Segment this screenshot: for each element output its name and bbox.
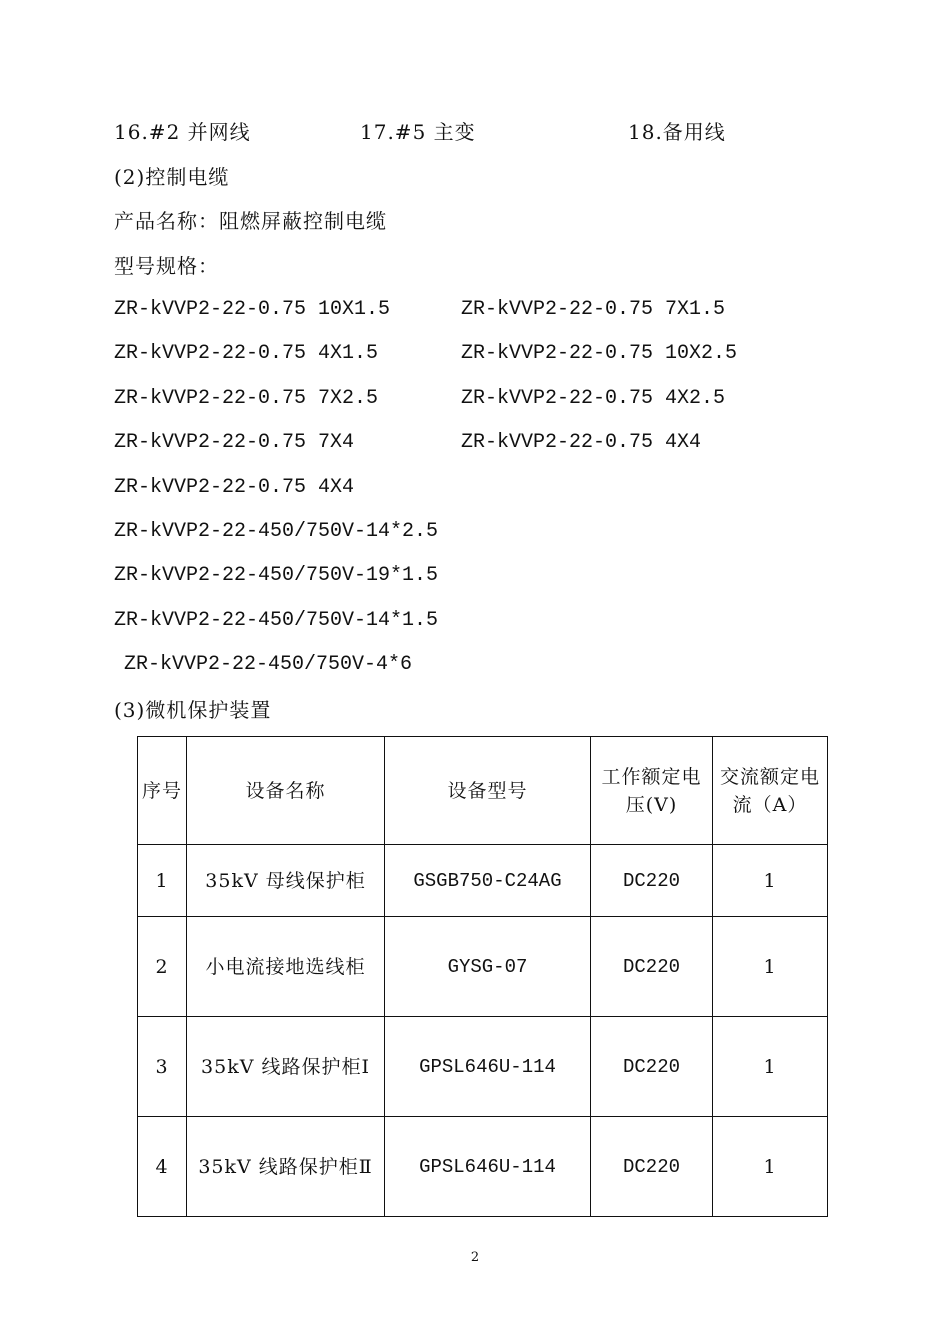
table-cell: 1 — [713, 1017, 828, 1117]
table-cell: GPSL646U-114 — [385, 1017, 591, 1117]
spec-item: ZR-kVVP2-22-0.75 4X1.5 — [114, 342, 379, 365]
table-cell: 小电流接地选线柜 — [187, 917, 385, 1017]
top-item-3: 18.备用线 — [628, 120, 726, 144]
spec-item: ZR-kVVP2-22-0.75 4X4 — [114, 476, 355, 499]
table-cell: 35kV 母线保护柜 — [187, 845, 385, 917]
spec-item: ZR-kVVP2-22-0.75 10X2.5 — [461, 342, 738, 365]
table-row — [138, 917, 828, 1017]
table-cell: 1 — [713, 917, 828, 1017]
table-cell: DC220 — [591, 917, 713, 1017]
table-row — [138, 845, 828, 917]
table-cell: GYSG-07 — [385, 917, 591, 1017]
spec-item: ZR-kVVP2-22-0.75 7X2.5 — [114, 387, 379, 410]
table-cell: GPSL646U-114 — [385, 1117, 591, 1217]
table-cell: DC220 — [591, 1117, 713, 1217]
spec-item: ZR-kVVP2-22-0.75 10X1.5 — [114, 298, 391, 321]
spec-item: ZR-kVVP2-22-450/750V-14*2.5 — [114, 520, 439, 543]
product-name: 产品名称：阻燃屏蔽控制电缆 — [114, 209, 387, 233]
header-cell: 设备名称 — [187, 737, 385, 845]
header-cell: 设备型号 — [385, 737, 591, 845]
spec-item: ZR-kVVP2-22-0.75 4X2.5 — [461, 387, 726, 410]
section3-heading: (3)微机保护装置 — [114, 698, 272, 722]
table-cell: 35kV 线路保护柜Ⅰ — [187, 1017, 385, 1117]
spec-item: ZR-kVVP2-22-450/750V-14*1.5 — [114, 609, 439, 632]
table-header-row — [138, 737, 828, 845]
top-item-1: 16.#2 并网线 — [114, 120, 251, 144]
table-cell: GSGB750-C24AG — [385, 845, 591, 917]
top-item-2: 17.#5 主变 — [360, 120, 476, 144]
header-cell: 序号 — [138, 737, 187, 845]
protection-device-table — [137, 736, 828, 1217]
table-cell: DC220 — [591, 845, 713, 917]
table-cell: 35kV 线路保护柜Ⅱ — [187, 1117, 385, 1217]
page-number: 2 — [470, 1250, 480, 1265]
spec-item: ZR-kVVP2-22-450/750V-19*1.5 — [114, 564, 439, 587]
spec-item: ZR-kVVP2-22-0.75 7X1.5 — [461, 298, 726, 321]
table-cell: 1 — [713, 1117, 828, 1217]
table-cell: 4 — [138, 1117, 187, 1217]
table-cell: DC220 — [591, 1017, 713, 1117]
spec-label: 型号规格： — [114, 254, 219, 278]
spec-item: ZR-kVVP2-22-450/750V-4*6 — [124, 653, 413, 676]
table-cell: 2 — [138, 917, 187, 1017]
spec-item: ZR-kVVP2-22-0.75 7X4 — [114, 431, 355, 454]
table-row — [138, 1117, 828, 1217]
header-cell: 工作额定电压(V) — [591, 737, 713, 845]
header-cell: 交流额定电流（A） — [713, 737, 828, 845]
table-cell: 3 — [138, 1017, 187, 1117]
table-row — [138, 1017, 828, 1117]
table-cell: 1 — [713, 845, 828, 917]
table-cell: 1 — [138, 845, 187, 917]
section2-heading: (2)控制电缆 — [114, 165, 230, 189]
spec-item: ZR-kVVP2-22-0.75 4X4 — [461, 431, 702, 454]
